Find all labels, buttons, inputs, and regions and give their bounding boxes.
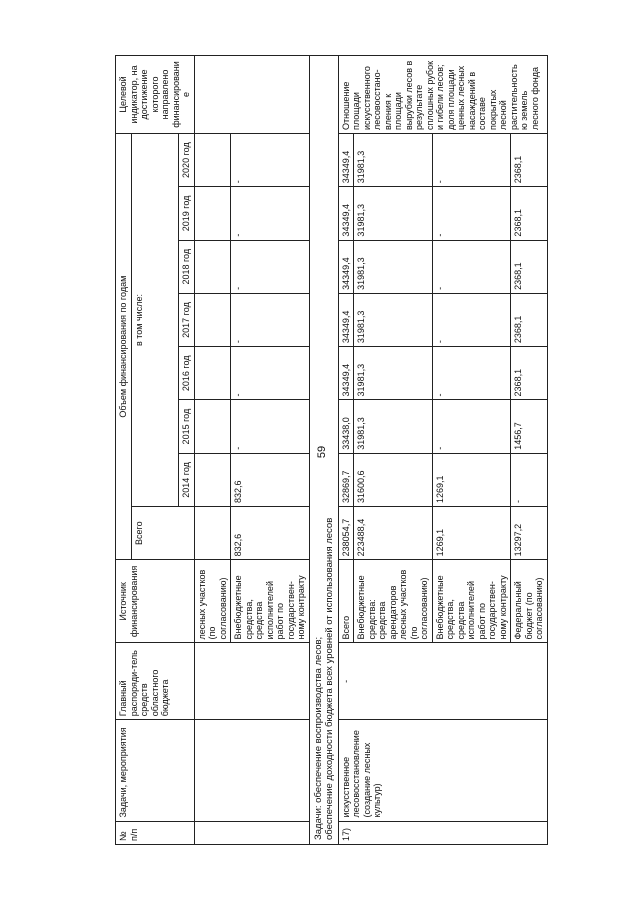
table-row: Внебюджетные средства, средства исполнителей работ по государствен-ному контракту 832,6 832,6 - - - - - - [231,56,310,845]
financing-table [115,55,548,845]
header-source: Источник финансирования [116,560,195,643]
source-cell: Федеральный бюджет (по согласованию) [511,560,548,643]
header-year: 2014 год [179,453,195,506]
source-cell: Внебюджетные средства, средства исполнителей работ по государствен-ному контракту [432,560,511,643]
header-num: № п/п [116,821,195,844]
header-year: 2019 год [179,187,195,240]
header-year: 2018 год [179,240,195,293]
header-volume: Объем финансирования по годам [116,133,132,559]
table-row: 17) искусственное лесовосстановление (создание лесных культур) - Всего 238054,7 32869,7 33438,0 34349,4 34349,4 34349,4 34349,4 34349,4 Отношение площади искусственного лесовосстано-вления к площади вырубки лесов в результате сплошных рубок и гибели лесов; доля площади ценных лесных насаждений в составе покрытых лесной растительностью земель лесного фонда [338,56,354,845]
item-manager: - [338,643,547,720]
source-cell: Всего [338,560,354,643]
item-indicator: Отношение площади искусственного лесовосстано-вления к площади вырубки лесов в результате сплошных рубок и гибели лесов; доля площади ценных лесных насаждений в составе покрытых лесной растительностью земель лесного фонда [338,56,547,134]
header-total: Всего [131,507,194,560]
task-header: Задачи: обеспечение воспроизводства лесов; обеспечение доходности бюджета всех уровней от использования лесов [309,56,338,845]
header-year: 2015 год [179,400,195,453]
task-row [309,56,338,845]
source-cell: Внебюджетные средства, средства исполнителей работ по государствен-ному контракту [231,560,310,643]
header-year: 2016 год [179,347,195,400]
table-row: Федеральный бюджет (по согласованию) 13297,2 - 1456,7 2368,1 2368,1 2368,1 2368,1 2368,1 [511,56,548,845]
header-tasks: Задачи, мероприятия [116,720,195,821]
source-cell: лесных участков (по согласованию) [194,560,231,643]
item-name: искусственное лесовосстановление (создание лесных культур) [338,720,547,821]
table-row [194,56,231,845]
table-row: Внебюджетные средства: средства арендаторов лесных участков (по согласованию) 223488,4 31600,6 31981,3 31981,3 31981,3 31981,3 31981,3 31981,3 [354,56,433,845]
header-manager: Главный распоряди-тель средств областного бюджета [116,643,195,720]
header-year: 2020 год [179,133,195,186]
rotated-table-page [115,55,615,845]
header-indicator: Целевой индикатор, на достижение которого направлено финансирование [116,56,195,134]
page-number: 59 [316,445,328,459]
header-year: 2017 год [179,293,195,346]
item-number: 17) [338,821,547,844]
table-row: Внебюджетные средства, средства исполнителей работ по государствен-ному контракту 1269,1 1269,1 - - - - - - [432,56,511,845]
source-cell: Внебюджетные средства: средства арендаторов лесных участков (по согласованию) [354,560,433,643]
header-including: в том числе: [131,133,179,506]
